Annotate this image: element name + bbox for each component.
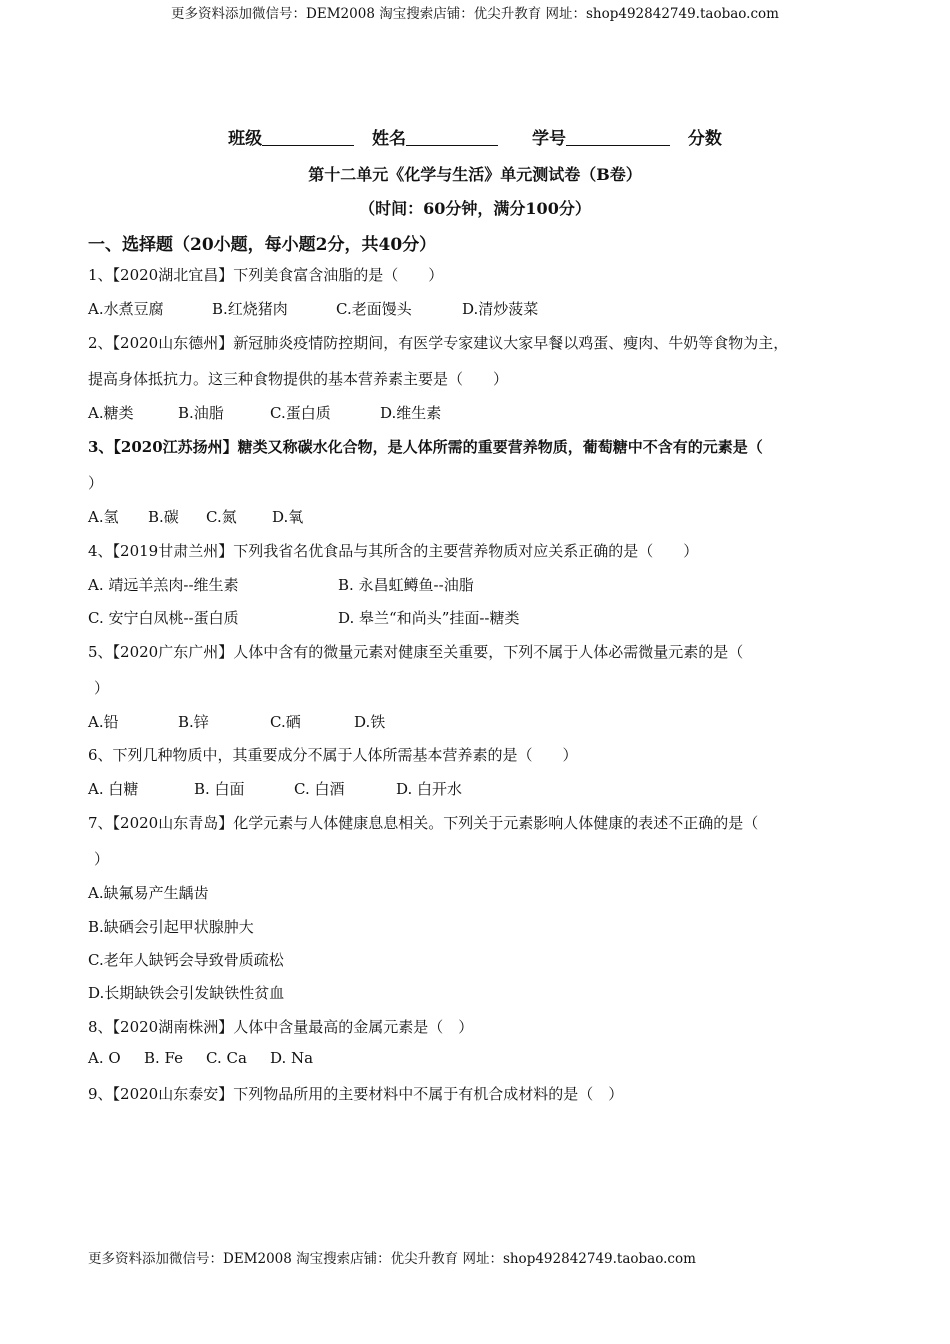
section-heading: 一、选择题（20小题，每小题2分，共40分）: [88, 235, 437, 255]
q1-option-c[interactable]: C.老面馒头: [336, 300, 412, 318]
q1-option-b[interactable]: B.红烧猪肉: [212, 300, 288, 318]
q3-options: [88, 506, 303, 527]
q3-stem-line2: ）: [88, 474, 104, 492]
q3-option-a[interactable]: A.氢: [88, 508, 119, 526]
q5-option-a[interactable]: A.铅: [88, 713, 119, 731]
q5-option-b[interactable]: B.锌: [178, 713, 209, 731]
q8-option-c[interactable]: C. Ca: [206, 1049, 247, 1067]
q6-option-a[interactable]: A. 白糖: [88, 780, 139, 798]
exam-subtitle: （时间：60分钟，满分100分）: [359, 199, 591, 218]
q7-option-b[interactable]: B.缺硒会引起甲状腺肿大: [88, 918, 254, 936]
q6-option-d[interactable]: D. 白开水: [396, 780, 463, 798]
q7-stem-line2: ）: [94, 850, 110, 868]
q9-stem: 9、【2020山东泰安】下列物品所用的主要材料中不属于有机合成材料的是（ ）: [88, 1085, 624, 1103]
q4-option-b[interactable]: B. 永昌虹鳟鱼--油脂: [338, 576, 474, 594]
q4-stem: 4、【2019甘肃兰州】下列我省名优食品与其所含的主要营养物质对应关系正确的是（ ）: [88, 542, 699, 560]
q3-option-d[interactable]: D.氧: [272, 508, 304, 526]
q8-options: [88, 1049, 313, 1067]
q1-options: [88, 298, 538, 319]
q2-stem-line2: 提高身体抵抗力。这三种食物提供的基本营养素主要是（ ）: [88, 370, 509, 388]
class-blank[interactable]: [262, 128, 354, 146]
q2-options: [88, 402, 441, 423]
q4-options-row2: [88, 607, 520, 628]
q4-options-row1: [88, 574, 474, 595]
q1-stem: 1、【2020湖北宜昌】下列美食富含油脂的是（ ）: [88, 266, 444, 284]
q7-stem-line1: 7、【2020山东青岛】化学元素与人体健康息息相关。下列关于元素影响人体健康的表述不正确的是（: [88, 814, 759, 832]
q7-option-a[interactable]: A.缺氟易产生龋齿: [88, 884, 209, 902]
q6-option-b[interactable]: B. 白面: [194, 780, 245, 798]
student-info-line: [0, 124, 950, 149]
q6-options: [88, 778, 462, 799]
q2-stem-line1: 2、【2020山东德州】新冠肺炎疫情防控期间，有医学专家建议大家早餐以鸡蛋、瘦肉、牛奶等食物为主，: [88, 334, 789, 352]
q7-option-c[interactable]: C.老年人缺钙会导致骨质疏松: [88, 951, 284, 969]
id-label: 学号: [531, 129, 566, 149]
q2-option-c[interactable]: C.蛋白质: [270, 404, 331, 422]
q4-option-d[interactable]: D. 皋兰“和尚头”挂面--糖类: [338, 609, 520, 627]
q4-option-c[interactable]: C. 安宁白凤桃--蛋白质: [88, 609, 239, 627]
q5-option-d[interactable]: D.铁: [354, 713, 386, 731]
q1-option-d[interactable]: D.清炒菠菜: [462, 300, 539, 318]
class-label: 班级: [228, 129, 263, 149]
header-ad: 更多资料添加微信号：DEM2008 淘宝搜索店铺：优尖升教育 网址：shop492842749.taobao.com: [171, 6, 779, 22]
score-label: 分数: [687, 129, 722, 149]
footer-ad: 更多资料添加微信号：DEM2008 淘宝搜索店铺：优尖升教育 网址：shop492842749.taobao.com: [88, 1251, 696, 1267]
id-blank[interactable]: [566, 128, 670, 146]
q5-stem-line2: ）: [94, 679, 110, 697]
q6-stem: 6、下列几种物质中，其重要成分不属于人体所需基本营养素的是（ ）: [88, 746, 578, 764]
q5-stem-line1: 5、【2020广东广州】人体中含有的微量元素对健康至关重要，下列不属于人体必需微量元素的是（: [88, 643, 744, 661]
q5-option-c[interactable]: C.硒: [270, 713, 301, 731]
q6-option-c[interactable]: C. 白酒: [294, 780, 345, 798]
name-label: 姓名: [372, 129, 407, 149]
q2-option-a[interactable]: A.糖类: [88, 404, 134, 422]
q8-option-a[interactable]: A. O: [88, 1049, 121, 1067]
q3-stem-line1: 3、【2020江苏扬州】糖类又称碳水化合物，是人体所需的重要营养物质，葡萄糖中不含有的元素是（: [88, 438, 763, 456]
q8-stem: 8、【2020湖南株洲】人体中含量最高的金属元素是（ ）: [88, 1018, 474, 1036]
q4-option-a[interactable]: A. 靖远羊羔肉--维生素: [88, 576, 239, 594]
name-blank[interactable]: [406, 128, 498, 146]
q1-option-a[interactable]: A.水煮豆腐: [88, 300, 164, 318]
q3-option-b[interactable]: B.碳: [148, 508, 179, 526]
exam-title: 第十二单元《化学与生活》单元测试卷（B卷）: [308, 165, 642, 184]
q2-option-d[interactable]: D.维生素: [380, 404, 442, 422]
q8-option-b[interactable]: B. Fe: [144, 1049, 184, 1067]
q7-option-d[interactable]: D.长期缺铁会引发缺铁性贫血: [88, 984, 285, 1002]
q3-option-c[interactable]: C.氮: [206, 508, 237, 526]
q8-option-d[interactable]: D. Na: [270, 1049, 314, 1067]
q2-option-b[interactable]: B.油脂: [178, 404, 224, 422]
q5-options: [88, 711, 385, 732]
